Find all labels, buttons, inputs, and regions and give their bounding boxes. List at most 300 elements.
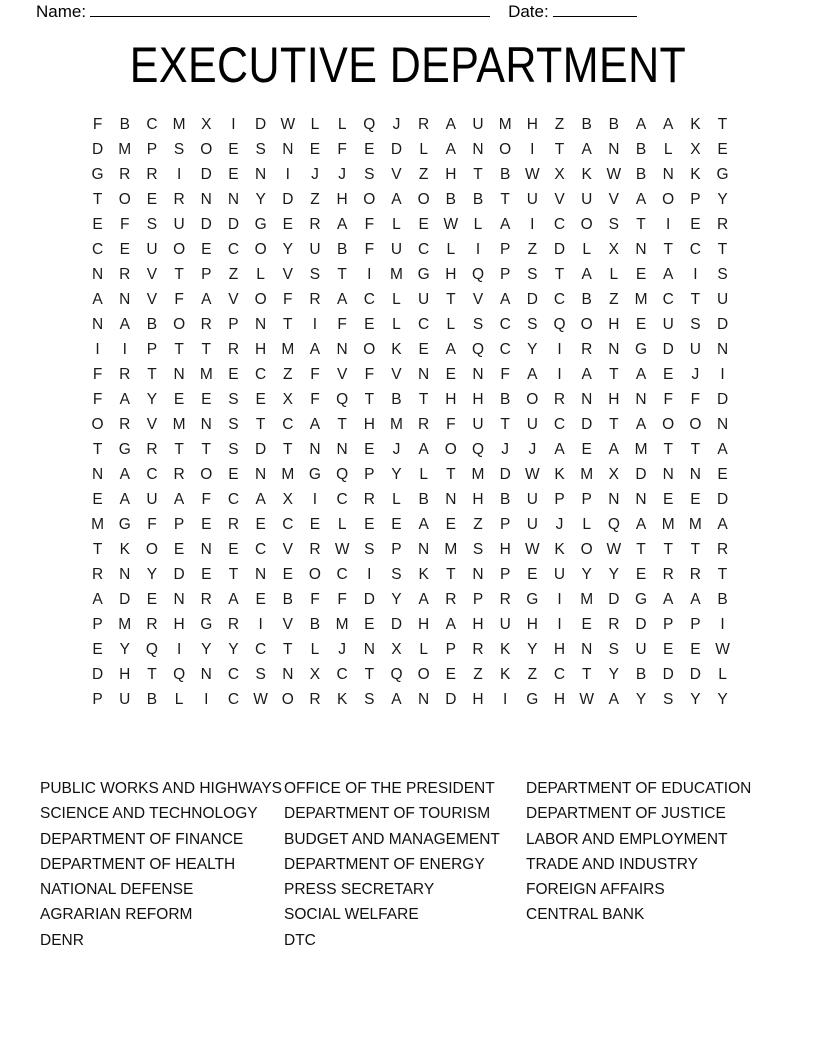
grid-cell[interactable]: P xyxy=(445,641,456,658)
grid-cell[interactable]: K xyxy=(336,691,348,708)
grid-cell[interactable]: O xyxy=(662,416,675,433)
grid-cell[interactable]: T xyxy=(500,191,510,208)
grid-cell[interactable]: E xyxy=(635,266,647,283)
grid-cell[interactable]: U xyxy=(472,116,484,133)
grid-cell[interactable]: U xyxy=(146,241,158,258)
grid-cell[interactable]: F xyxy=(364,366,375,383)
grid-cell[interactable]: Y xyxy=(391,591,402,608)
grid-cell[interactable]: O xyxy=(417,666,430,683)
grid-cell[interactable]: D xyxy=(227,216,240,233)
grid-cell[interactable]: M xyxy=(471,466,485,483)
grid-cell[interactable]: A xyxy=(663,116,674,133)
grid-cell[interactable]: W xyxy=(280,116,296,133)
grid-cell[interactable]: N xyxy=(91,266,104,283)
grid-cell[interactable]: S xyxy=(228,391,239,408)
grid-cell[interactable]: S xyxy=(255,666,266,683)
grid-cell[interactable]: E xyxy=(146,191,158,208)
grid-cell[interactable]: A xyxy=(499,291,511,308)
grid-cell[interactable]: O xyxy=(526,391,539,408)
grid-cell[interactable]: K xyxy=(391,341,402,358)
name-write-line[interactable] xyxy=(90,2,490,17)
grid-cell[interactable]: Z xyxy=(418,166,429,183)
grid-cell[interactable]: M xyxy=(199,366,213,383)
grid-cell[interactable]: C xyxy=(553,291,566,308)
grid-cell[interactable]: F xyxy=(337,316,347,333)
grid-cell[interactable]: D xyxy=(363,591,375,608)
grid-cell[interactable]: H xyxy=(499,541,511,558)
grid-cell[interactable]: W xyxy=(525,166,540,183)
grid-cell[interactable]: M xyxy=(390,416,403,433)
grid-cell[interactable]: O xyxy=(145,541,158,558)
grid-cell[interactable]: E xyxy=(527,566,538,583)
grid-cell[interactable]: D xyxy=(390,616,403,633)
grid-cell[interactable]: B xyxy=(445,191,456,208)
grid-cell[interactable]: C xyxy=(363,291,375,308)
grid-cell[interactable]: S xyxy=(255,141,266,158)
grid-cell[interactable]: M xyxy=(281,341,295,358)
grid-cell[interactable]: G xyxy=(716,166,729,183)
grid-cell[interactable]: A xyxy=(173,491,185,508)
grid-cell[interactable]: E xyxy=(690,216,701,233)
word-list-item[interactable]: SCIENCE AND TECHNOLOGY xyxy=(40,805,258,823)
grid-cell[interactable]: T xyxy=(446,566,456,583)
grid-cell[interactable]: M xyxy=(172,416,186,433)
grid-cell[interactable]: E xyxy=(717,466,728,483)
grid-cell[interactable]: M xyxy=(390,266,403,283)
grid-cell[interactable]: A xyxy=(663,266,674,283)
grid-cell[interactable]: W xyxy=(579,691,594,708)
grid-cell[interactable]: N xyxy=(635,491,647,508)
grid-cell[interactable]: T xyxy=(92,441,103,458)
grid-cell[interactable]: O xyxy=(200,141,213,158)
grid-cell[interactable]: X xyxy=(690,141,701,158)
grid-cell[interactable]: E xyxy=(228,366,239,383)
grid-cell[interactable]: V xyxy=(608,191,620,208)
grid-cell[interactable]: J xyxy=(555,516,564,533)
grid-cell[interactable]: C xyxy=(418,316,430,333)
grid-cell[interactable]: D xyxy=(716,316,729,333)
grid-cell[interactable]: T xyxy=(201,341,211,358)
grid-cell[interactable]: Z xyxy=(310,191,320,208)
grid-cell[interactable]: I xyxy=(285,166,290,183)
grid-cell[interactable]: X xyxy=(309,666,321,683)
grid-cell[interactable]: C xyxy=(227,691,240,708)
grid-cell[interactable]: I xyxy=(122,341,127,358)
grid-cell[interactable]: U xyxy=(526,191,538,208)
grid-cell[interactable]: P xyxy=(690,191,701,208)
grid-cell[interactable]: A xyxy=(92,291,103,308)
grid-cell[interactable]: C xyxy=(146,116,158,133)
grid-cell[interactable]: T xyxy=(283,441,293,458)
grid-cell[interactable]: R xyxy=(119,366,131,383)
grid-cell[interactable]: R xyxy=(716,216,729,233)
word-list-item[interactable]: AGRARIAN REFORM xyxy=(40,906,193,924)
grid-cell[interactable]: M xyxy=(688,516,702,533)
grid-cell[interactable]: Z xyxy=(527,666,538,683)
grid-cell[interactable]: M xyxy=(661,516,675,533)
grid-cell[interactable]: Y xyxy=(255,191,266,208)
grid-cell[interactable]: N xyxy=(581,391,593,408)
grid-cell[interactable]: C xyxy=(255,641,267,658)
grid-cell[interactable]: R xyxy=(200,316,212,333)
grid-cell[interactable]: I xyxy=(557,591,562,608)
grid-cell[interactable]: B xyxy=(499,391,511,408)
grid-cell[interactable]: O xyxy=(417,191,430,208)
grid-cell[interactable]: B xyxy=(499,491,511,508)
grid-cell[interactable]: R xyxy=(227,516,240,533)
grid-cell[interactable]: C xyxy=(282,516,294,533)
grid-cell[interactable]: U xyxy=(581,191,593,208)
grid-cell[interactable]: F xyxy=(174,291,184,308)
grid-cell[interactable]: L xyxy=(419,141,428,158)
grid-cell[interactable]: W xyxy=(525,541,540,558)
grid-cell[interactable]: Q xyxy=(336,391,349,408)
grid-cell[interactable]: K xyxy=(554,541,565,558)
grid-cell[interactable]: X xyxy=(391,641,402,658)
grid-cell[interactable]: C xyxy=(662,291,674,308)
grid-cell[interactable]: A xyxy=(635,516,647,533)
grid-cell[interactable]: T xyxy=(174,266,184,283)
grid-cell[interactable]: C xyxy=(499,316,511,333)
grid-cell[interactable]: Y xyxy=(228,641,239,658)
grid-cell[interactable]: Y xyxy=(608,666,620,683)
grid-cell[interactable]: X xyxy=(282,391,293,408)
grid-cell[interactable]: D xyxy=(200,166,212,183)
grid-cell[interactable]: F xyxy=(337,591,347,608)
grid-cell[interactable]: S xyxy=(146,216,158,233)
grid-cell[interactable]: A xyxy=(581,266,592,283)
grid-cell[interactable]: S xyxy=(309,266,321,283)
grid-cell[interactable]: R xyxy=(472,641,484,658)
grid-cell[interactable]: N xyxy=(173,366,185,383)
grid-cell[interactable]: P xyxy=(499,266,511,283)
grid-cell[interactable]: F xyxy=(310,366,320,383)
grid-cell[interactable]: Y xyxy=(608,566,620,583)
grid-cell[interactable]: S xyxy=(173,141,185,158)
grid-cell[interactable]: A xyxy=(608,441,620,458)
grid-cell[interactable]: N xyxy=(635,391,647,408)
grid-cell[interactable]: O xyxy=(662,191,675,208)
grid-cell[interactable]: C xyxy=(553,416,566,433)
grid-cell[interactable]: T xyxy=(690,291,701,308)
grid-cell[interactable]: L xyxy=(718,666,727,683)
grid-cell[interactable]: D xyxy=(255,441,267,458)
grid-cell[interactable]: I xyxy=(666,216,671,233)
grid-cell[interactable]: R xyxy=(119,266,131,283)
grid-cell[interactable]: U xyxy=(309,241,321,258)
grid-cell[interactable]: A xyxy=(418,516,429,533)
grid-cell[interactable]: S xyxy=(663,691,674,708)
grid-cell[interactable]: V xyxy=(336,366,348,383)
grid-cell[interactable]: G xyxy=(254,216,267,233)
word-list-item[interactable]: DENR xyxy=(40,931,84,949)
grid-cell[interactable]: T xyxy=(446,291,456,308)
grid-cell[interactable]: E xyxy=(119,241,130,258)
grid-cell[interactable]: N xyxy=(255,466,267,483)
grid-cell[interactable]: Y xyxy=(635,691,647,708)
grid-cell[interactable]: V xyxy=(472,291,484,308)
grid-cell[interactable]: M xyxy=(580,591,594,608)
grid-cell[interactable]: T xyxy=(636,216,646,233)
grid-cell[interactable]: F xyxy=(120,216,130,233)
grid-cell[interactable]: T xyxy=(663,441,673,458)
grid-cell[interactable]: C xyxy=(255,366,267,383)
grid-cell[interactable]: A xyxy=(418,591,429,608)
grid-cell[interactable]: C xyxy=(255,541,267,558)
grid-cell[interactable]: I xyxy=(367,266,372,283)
grid-cell[interactable]: R xyxy=(309,691,321,708)
grid-cell[interactable]: E xyxy=(364,616,375,633)
grid-cell[interactable]: T xyxy=(636,541,646,558)
grid-cell[interactable]: G xyxy=(118,441,131,458)
grid-cell[interactable]: E xyxy=(255,516,266,533)
grid-cell[interactable]: A xyxy=(391,191,402,208)
grid-cell[interactable]: U xyxy=(146,491,158,508)
grid-cell[interactable]: U xyxy=(526,416,538,433)
grid-cell[interactable]: J xyxy=(311,166,319,183)
grid-cell[interactable]: M xyxy=(172,116,186,133)
grid-cell[interactable]: E xyxy=(146,591,158,608)
grid-cell[interactable]: R xyxy=(608,616,620,633)
grid-cell[interactable]: S xyxy=(391,566,402,583)
grid-cell[interactable]: O xyxy=(580,216,593,233)
grid-cell[interactable]: O xyxy=(200,466,213,483)
grid-cell[interactable]: E xyxy=(201,241,212,258)
grid-cell[interactable]: R xyxy=(227,341,240,358)
grid-cell[interactable]: H xyxy=(336,191,348,208)
grid-cell[interactable]: G xyxy=(526,591,539,608)
grid-cell[interactable]: D xyxy=(635,466,647,483)
grid-cell[interactable]: S xyxy=(228,416,239,433)
word-list-item[interactable]: SOCIAL WELFARE xyxy=(284,906,419,924)
grid-cell[interactable]: V xyxy=(554,191,565,208)
grid-cell[interactable]: T xyxy=(255,416,266,433)
grid-cell[interactable]: A xyxy=(92,591,103,608)
word-search-grid[interactable] xyxy=(84,112,736,712)
grid-cell[interactable]: Y xyxy=(527,341,538,358)
grid-cell[interactable]: I xyxy=(258,616,263,633)
grid-cell[interactable]: Y xyxy=(391,466,402,483)
grid-cell[interactable]: K xyxy=(499,641,511,658)
grid-cell[interactable]: P xyxy=(146,341,158,358)
grid-cell[interactable]: R xyxy=(363,491,375,508)
grid-cell[interactable]: E xyxy=(255,591,266,608)
grid-cell[interactable]: A xyxy=(336,291,348,308)
grid-cell[interactable]: W xyxy=(443,216,459,233)
grid-cell[interactable]: R xyxy=(200,591,212,608)
grid-cell[interactable]: X xyxy=(608,466,620,483)
grid-cell[interactable]: F xyxy=(446,416,456,433)
grid-cell[interactable]: N xyxy=(119,566,131,583)
grid-cell[interactable]: T xyxy=(500,416,510,433)
grid-cell[interactable]: R xyxy=(227,616,240,633)
grid-cell[interactable]: I xyxy=(176,641,182,658)
grid-cell[interactable]: N xyxy=(581,641,593,658)
grid-cell[interactable]: E xyxy=(581,616,592,633)
grid-cell[interactable]: J xyxy=(392,441,401,458)
grid-cell[interactable]: O xyxy=(580,541,593,558)
grid-cell[interactable]: R xyxy=(146,616,158,633)
grid-cell[interactable]: G xyxy=(634,591,648,608)
grid-cell[interactable]: E xyxy=(255,391,266,408)
grid-cell[interactable]: B xyxy=(418,491,429,508)
date-write-line[interactable] xyxy=(553,2,637,17)
grid-cell[interactable]: N xyxy=(91,316,104,333)
grid-cell[interactable]: H xyxy=(472,491,484,508)
grid-cell[interactable]: P xyxy=(581,491,592,508)
grid-cell[interactable]: B xyxy=(499,166,511,183)
grid-cell[interactable]: A xyxy=(309,341,321,358)
grid-cell[interactable]: T xyxy=(717,241,728,258)
grid-cell[interactable]: L xyxy=(609,266,619,283)
grid-cell[interactable]: D xyxy=(581,416,593,433)
grid-cell[interactable]: B xyxy=(608,116,620,133)
grid-cell[interactable]: Z xyxy=(283,366,293,383)
grid-cell[interactable]: N xyxy=(282,666,294,683)
grid-cell[interactable]: A xyxy=(336,216,348,233)
grid-cell[interactable]: L xyxy=(310,116,320,133)
grid-cell[interactable]: Z xyxy=(473,666,483,683)
grid-cell[interactable]: T xyxy=(364,666,375,683)
grid-cell[interactable]: U xyxy=(390,241,403,258)
grid-cell[interactable]: F xyxy=(147,516,157,533)
grid-cell[interactable]: C xyxy=(553,216,566,233)
grid-cell[interactable]: O xyxy=(499,141,512,158)
grid-cell[interactable]: D xyxy=(716,491,729,508)
grid-cell[interactable]: Q xyxy=(607,516,620,533)
grid-cell[interactable]: T xyxy=(690,541,701,558)
grid-cell[interactable]: B xyxy=(146,691,158,708)
word-list-item[interactable]: PRESS SECRETARY xyxy=(284,881,435,899)
grid-cell[interactable]: W xyxy=(606,541,622,558)
grid-cell[interactable]: V xyxy=(146,416,158,433)
grid-cell[interactable]: E xyxy=(635,316,647,333)
grid-cell[interactable]: C xyxy=(91,241,104,258)
grid-cell[interactable]: P xyxy=(499,241,511,258)
grid-cell[interactable]: G xyxy=(526,691,539,708)
grid-cell[interactable]: S xyxy=(364,691,375,708)
grid-cell[interactable]: R xyxy=(689,566,701,583)
grid-cell[interactable]: D xyxy=(662,666,674,683)
grid-cell[interactable]: P xyxy=(499,516,511,533)
grid-cell[interactable]: I xyxy=(720,616,725,633)
grid-cell[interactable]: A xyxy=(309,416,321,433)
grid-cell[interactable]: A xyxy=(201,291,212,308)
grid-cell[interactable]: L xyxy=(392,316,401,333)
grid-cell[interactable]: R xyxy=(309,291,321,308)
grid-cell[interactable]: H xyxy=(472,391,484,408)
word-list-item[interactable]: DEPARTMENT OF HEALTH xyxy=(40,855,236,873)
grid-cell[interactable]: D xyxy=(200,216,212,233)
word-list-item[interactable]: NATIONAL DEFENSE xyxy=(40,881,194,899)
grid-cell[interactable]: A xyxy=(119,491,130,508)
grid-cell[interactable]: P xyxy=(92,691,103,708)
grid-cell[interactable]: P xyxy=(391,541,402,558)
grid-cell[interactable]: F xyxy=(283,291,293,308)
grid-cell[interactable]: S xyxy=(472,541,484,558)
grid-cell[interactable]: E xyxy=(201,391,212,408)
grid-cell[interactable]: Z xyxy=(527,241,538,258)
grid-cell[interactable]: E xyxy=(201,516,212,533)
grid-cell[interactable]: H xyxy=(445,266,457,283)
grid-cell[interactable]: T xyxy=(337,416,347,433)
grid-cell[interactable]: S xyxy=(608,216,620,233)
grid-cell[interactable]: M xyxy=(118,616,132,633)
grid-cell[interactable]: Y xyxy=(201,641,212,658)
grid-cell[interactable]: N xyxy=(200,666,212,683)
grid-cell[interactable]: U xyxy=(689,341,701,358)
grid-cell[interactable]: A xyxy=(228,591,239,608)
grid-cell[interactable]: N xyxy=(662,466,674,483)
grid-cell[interactable]: T xyxy=(147,666,157,683)
grid-cell[interactable]: S xyxy=(608,641,620,658)
grid-cell[interactable]: E xyxy=(173,541,185,558)
grid-cell[interactable]: H xyxy=(445,166,457,183)
grid-cell[interactable]: N xyxy=(200,416,212,433)
grid-cell[interactable]: R xyxy=(499,591,511,608)
grid-cell[interactable]: V xyxy=(391,366,402,383)
grid-cell[interactable]: F xyxy=(92,116,103,133)
grid-cell[interactable]: U xyxy=(526,491,538,508)
grid-cell[interactable]: D xyxy=(526,291,538,308)
grid-cell[interactable]: O xyxy=(173,316,186,333)
grid-cell[interactable]: F xyxy=(201,491,211,508)
grid-cell[interactable]: Y xyxy=(146,391,158,408)
grid-cell[interactable]: Z xyxy=(554,116,565,133)
grid-cell[interactable]: S xyxy=(364,166,375,183)
grid-cell[interactable]: B xyxy=(581,291,592,308)
grid-cell[interactable]: R xyxy=(146,166,158,183)
grid-cell[interactable]: F xyxy=(663,391,673,408)
grid-cell[interactable]: N xyxy=(309,441,321,458)
grid-cell[interactable]: A xyxy=(391,691,402,708)
grid-cell[interactable]: Z xyxy=(609,291,619,308)
grid-cell[interactable]: N xyxy=(608,341,620,358)
grid-cell[interactable]: E xyxy=(92,641,103,658)
grid-cell[interactable]: D xyxy=(255,116,267,133)
grid-cell[interactable]: A xyxy=(445,616,456,633)
grid-cell[interactable]: Y xyxy=(717,191,728,208)
grid-cell[interactable]: R xyxy=(418,416,430,433)
grid-cell[interactable]: T xyxy=(174,441,184,458)
grid-cell[interactable]: W xyxy=(525,466,540,483)
word-list-item[interactable]: LABOR AND EMPLOYMENT xyxy=(526,830,728,848)
grid-cell[interactable]: I xyxy=(530,141,535,158)
grid-cell[interactable]: N xyxy=(255,566,267,583)
grid-cell[interactable]: E xyxy=(228,541,239,558)
grid-cell[interactable]: I xyxy=(720,366,725,383)
grid-cell[interactable]: M xyxy=(444,541,458,558)
grid-cell[interactable]: T xyxy=(446,466,456,483)
grid-cell[interactable]: P xyxy=(499,566,511,583)
grid-cell[interactable]: I xyxy=(176,166,182,183)
grid-cell[interactable]: Y xyxy=(717,691,728,708)
grid-cell[interactable]: M xyxy=(580,466,594,483)
grid-cell[interactable]: Q xyxy=(471,441,485,458)
grid-cell[interactable]: A xyxy=(119,316,130,333)
word-list-item[interactable]: DEPARTMENT OF EDUCATION xyxy=(526,780,752,797)
grid-cell[interactable]: E xyxy=(445,366,456,383)
grid-cell[interactable]: U xyxy=(173,216,185,233)
grid-cell[interactable]: N xyxy=(418,691,430,708)
grid-cell[interactable]: R xyxy=(146,441,158,458)
grid-cell[interactable]: I xyxy=(312,316,318,333)
grid-cell[interactable]: R xyxy=(119,166,131,183)
grid-cell[interactable]: E xyxy=(228,166,239,183)
grid-cell[interactable]: E xyxy=(92,491,103,508)
grid-cell[interactable]: F xyxy=(92,391,103,408)
grid-cell[interactable]: H xyxy=(173,616,185,633)
